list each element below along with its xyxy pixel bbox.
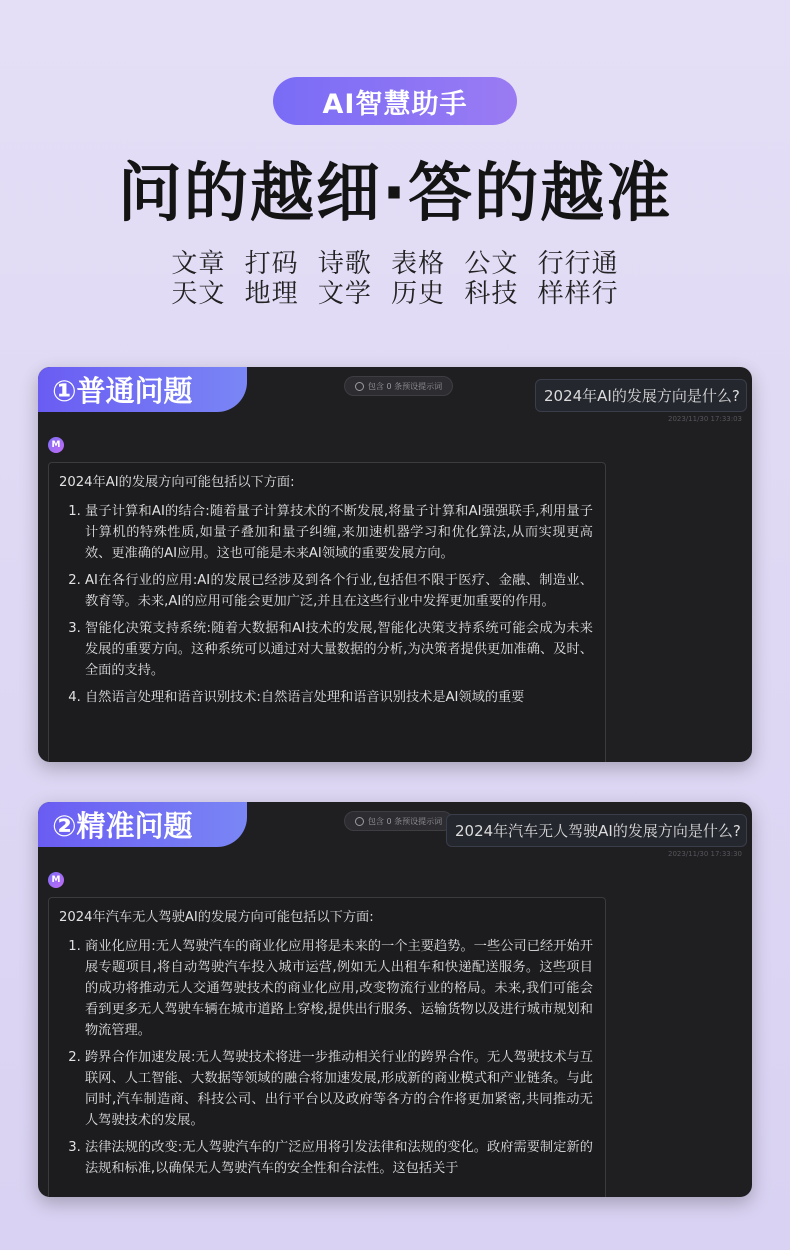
page-headline: 问的越细·答的越准 xyxy=(117,157,673,231)
user-question-bubble: 2024年AI的发展方向是什么? xyxy=(535,379,747,412)
chat-card-precise-question xyxy=(38,802,752,1197)
user-question-bubble: 2024年汽车无人驾驶AI的发展方向是什么? xyxy=(446,814,747,847)
answer-item: 4. 自然语言处理和语音识别技术:自然语言处理和语音识别技术是AI领域的重要 xyxy=(85,687,593,708)
message-timestamp: 2023/11/30 17:33:03 xyxy=(667,415,742,423)
answer-item: 2. AI在各行业的应用:AI的发展已经涉及到各个行业,包括但不限于医疗、金融、制造业、教育等。未来,AI的应用可能会更加广泛,并且在这些行业中发挥更加重要的作用。 xyxy=(85,570,593,612)
answer-item: 1. 商业化应用:无人驾驶汽车的商业化应用将是未来的一个主要趋势。一些公司已经开始开展专题项目,将自动驾驶汽车投入城市运营,例如无人出租车和快递配送服务。这些项目的成功将推动无人交通驾驶技术的商业化应用,改变物流行业的格局。未来,我们可能会看到更多无人驾驶车辆在城市道路上穿梭,提供出行服务、运输货物以及进行城市规划和物流管理。 xyxy=(85,936,593,1041)
answer-item: 2. 跨界合作加速发展:无人驾驶技术将进一步推动相关行业的跨界合作。无人驾驶技术与互联网、人工智能、大数据等领域的融合将加速发展,形成新的商业模式和产业链条。与此同时,汽车制造商、科技公司、出行平台以及政府等各方的合作将更加紧密,共同推动无人驾驶技术的发展。 xyxy=(85,1047,593,1131)
answer-intro: 2024年AI的发展方向可能包括以下方面: xyxy=(59,475,295,490)
answer-list xyxy=(59,501,593,708)
assistant-avatar: M xyxy=(48,872,64,888)
answer-item: 3. 智能化决策支持系统:随着大数据和AI技术的发展,智能化决策支持系统可能会成为未来发展的重要方向。这种系统可以通过对大量数据的分析,为决策者提供更加准确、及时、全面的支持。 xyxy=(85,618,593,681)
prompt-icon xyxy=(355,382,364,391)
ai-assistant-pill: AI智慧助手 xyxy=(273,77,517,125)
answer-intro: 2024年汽车无人驾驶AI的发展方向可能包括以下方面: xyxy=(59,910,374,925)
prompt-icon xyxy=(355,817,364,826)
assistant-answer xyxy=(48,897,606,1197)
preset-prompt-hint-label: 包含 0 条预设提示词 xyxy=(367,816,443,826)
answer-item: 3. 法律法规的改变:无人驾驶汽车的广泛应用将引发法律和法规的变化。政府需要制定新的法规和标准,以确保无人驾驶汽车的安全性和合法性。这包括关于 xyxy=(85,1137,593,1179)
feature-tags-row-1: 文章 打码 诗歌 表格 公文 行行通 xyxy=(171,249,619,279)
preset-prompt-hint-label: 包含 0 条预设提示词 xyxy=(367,381,443,391)
card-badge: ①普通问题 xyxy=(38,367,247,412)
card-badge: ②精准问题 xyxy=(38,802,247,847)
preset-prompt-hint[interactable] xyxy=(344,811,453,831)
chat-card-normal-question xyxy=(38,367,752,762)
assistant-answer xyxy=(48,462,606,762)
answer-list xyxy=(59,936,593,1179)
assistant-avatar: M xyxy=(48,437,64,453)
feature-tags-row-2: 天文 地理 文学 历史 科技 样样行 xyxy=(171,279,619,309)
message-timestamp: 2023/11/30 17:33:30 xyxy=(667,850,742,858)
preset-prompt-hint[interactable] xyxy=(344,376,453,396)
answer-item: 1. 量子计算和AI的结合:随着量子计算技术的不断发展,将量子计算和AI强强联手,利用量子计算机的特殊性质,如量子叠加和量子纠缠,来加速机器学习和优化算法,从而实现更高效、更准确的AI应用。这也可能是未来AI领域的重要发展方向。 xyxy=(85,501,593,564)
